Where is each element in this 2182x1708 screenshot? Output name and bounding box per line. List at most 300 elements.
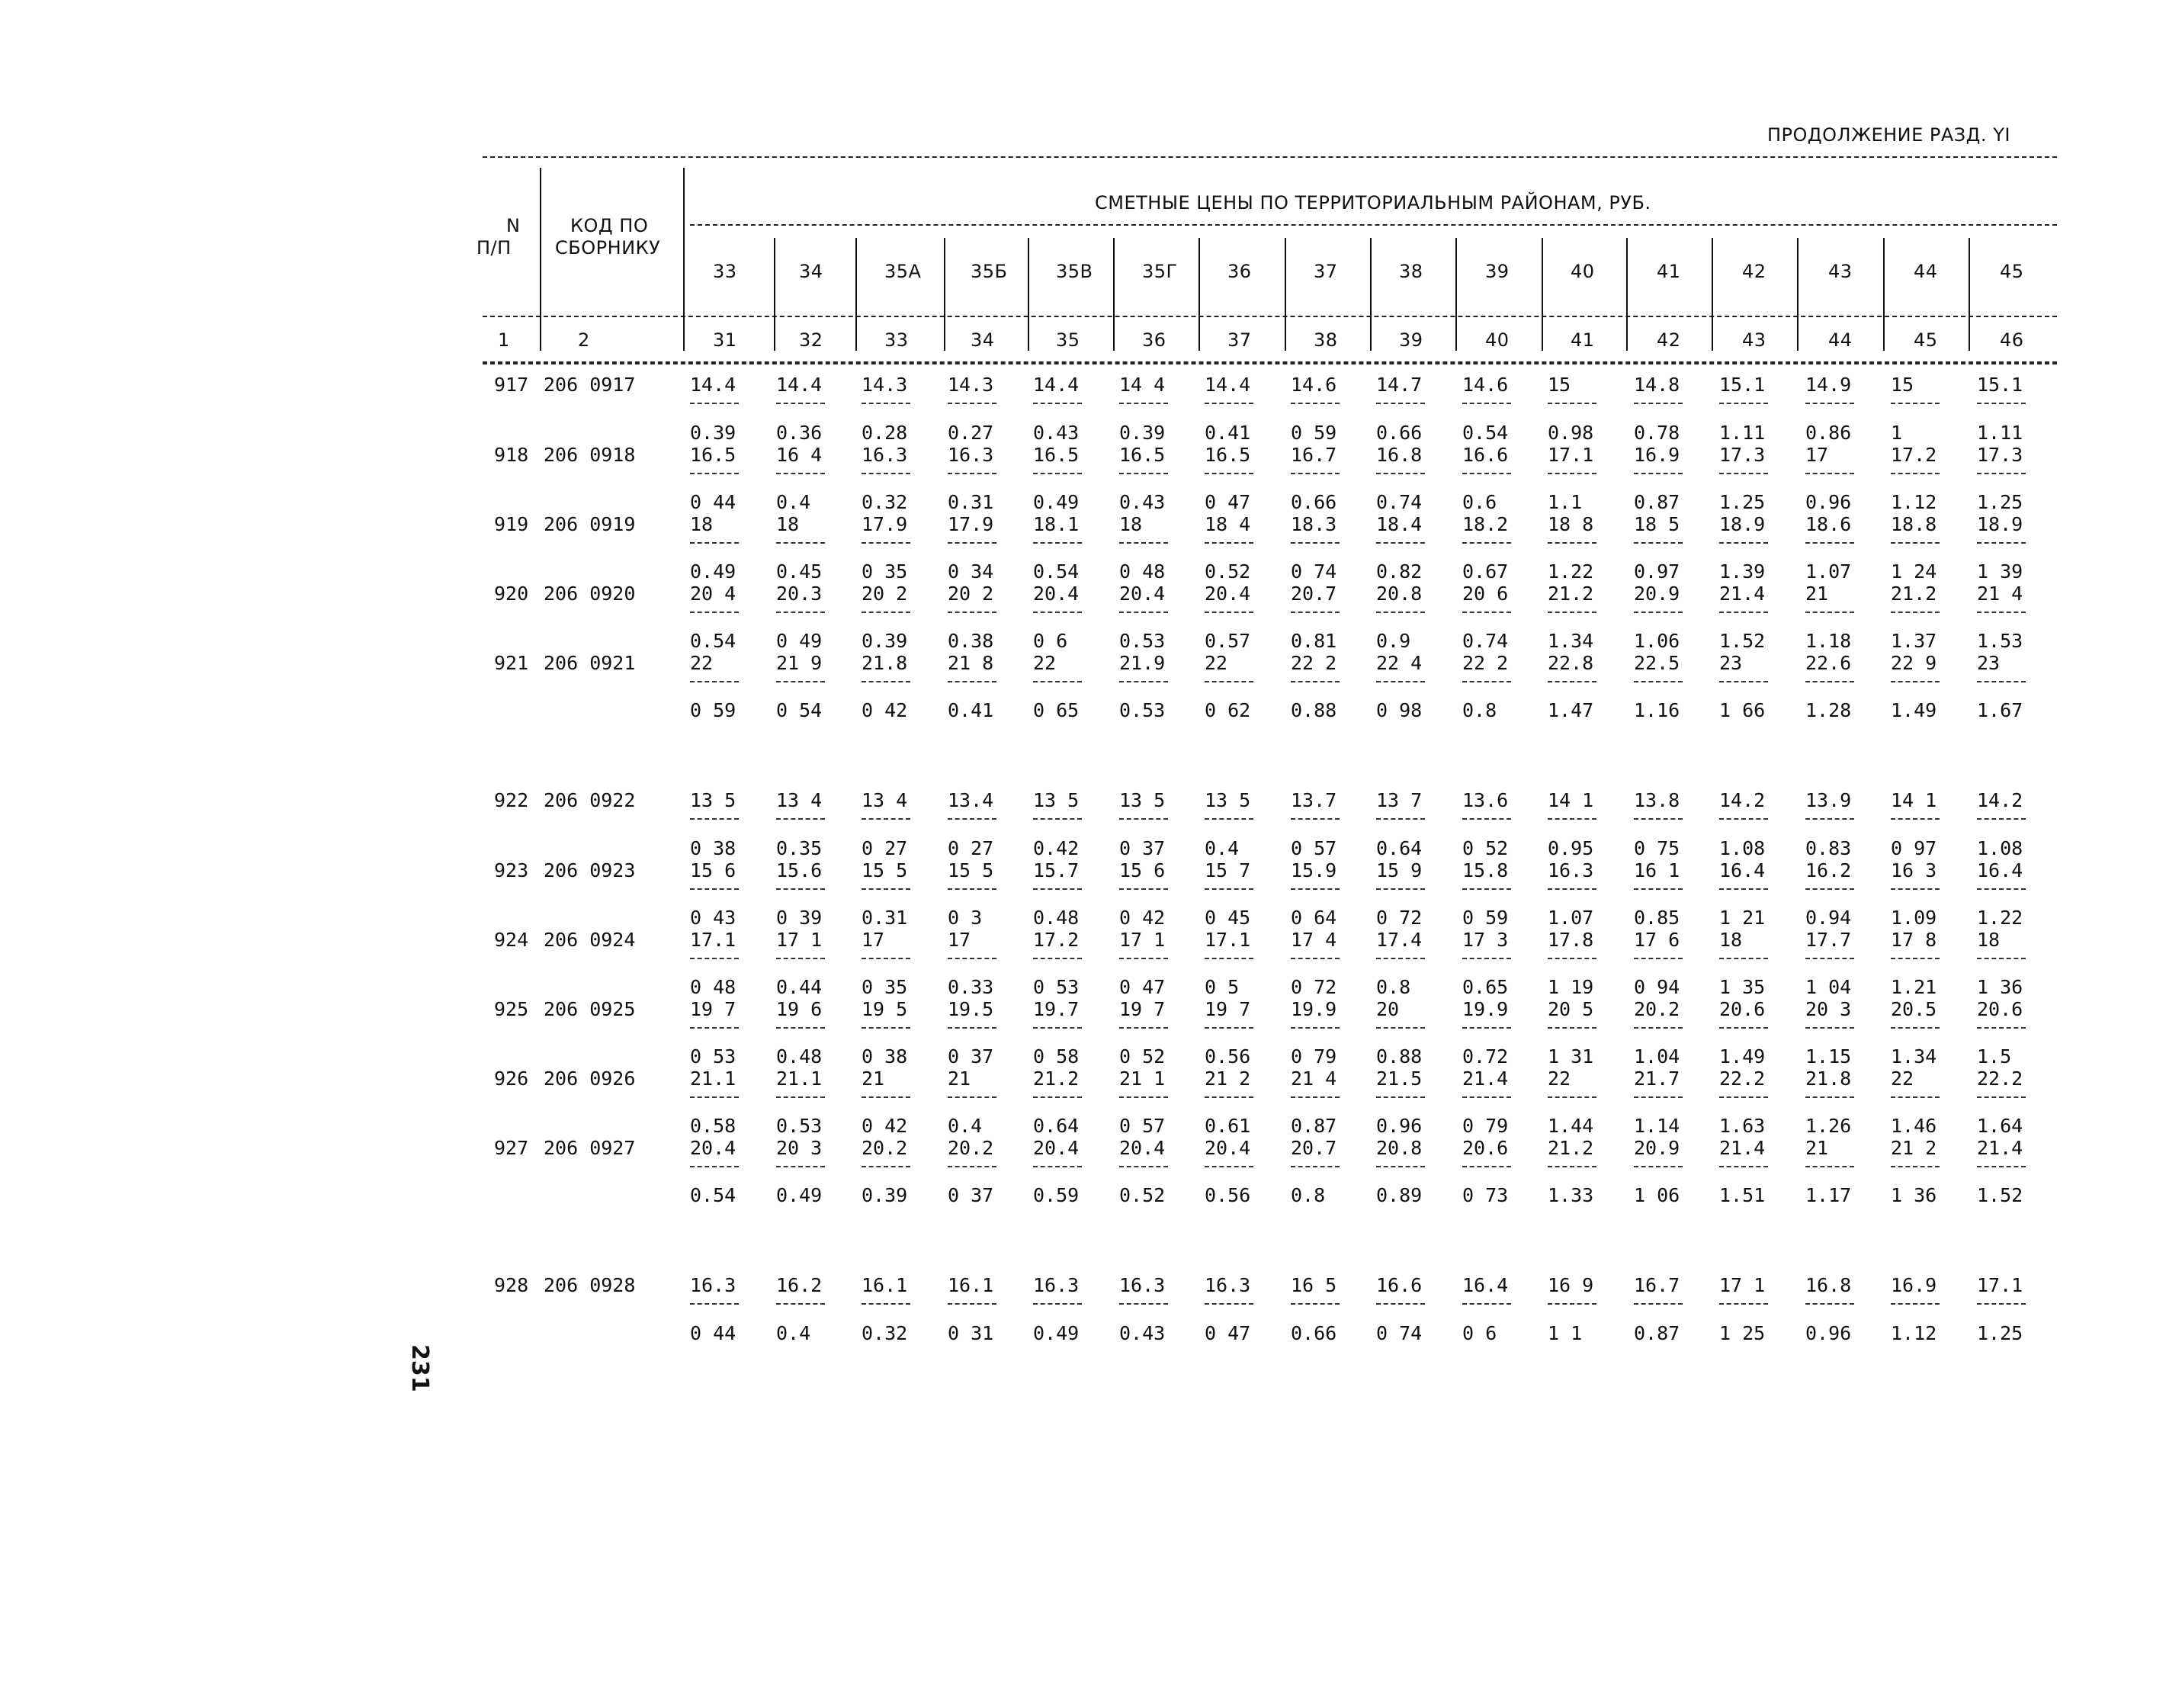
fraction-bar	[1891, 1166, 1940, 1167]
fraction-bar	[948, 818, 996, 820]
price-cell: 0.4	[1205, 837, 1240, 859]
price-cell: 0.41	[948, 699, 994, 721]
fraction-bar	[1291, 818, 1340, 820]
fraction-bar	[948, 681, 996, 682]
fraction-bar	[1205, 473, 1253, 474]
price-cell: 1.11	[1977, 422, 2023, 444]
fraction-bar	[1548, 1027, 1596, 1029]
price-cell: 0 49	[776, 630, 823, 652]
price-cell: 16.8	[1805, 1274, 1852, 1296]
fraction-bar	[1205, 681, 1253, 682]
fraction-bar	[1033, 403, 1082, 404]
price-cell: 1 36	[1977, 976, 2023, 998]
price-cell: 1 19	[1548, 976, 1594, 998]
fraction-bar	[1719, 403, 1768, 404]
price-cell: 17 1	[1119, 929, 1166, 951]
price-cell: 16.9	[1891, 1274, 1937, 1296]
fraction-bar	[1548, 888, 1596, 890]
column-divider	[683, 168, 685, 351]
fraction-bar	[1376, 403, 1425, 404]
fraction-bar	[690, 1166, 739, 1167]
fraction-bar	[1462, 888, 1511, 890]
fraction-bar	[1205, 1027, 1253, 1029]
price-cell: 0 64	[1291, 907, 1337, 929]
fraction-bar	[1119, 818, 1168, 820]
price-cell: 0.42	[1033, 837, 1080, 859]
price-cell: 18.2	[1462, 513, 1509, 535]
fraction-bar	[1033, 542, 1082, 544]
fraction-bar	[1291, 681, 1340, 682]
price-cell: 17 3	[1462, 929, 1509, 951]
fraction-bar	[1891, 1096, 1940, 1098]
row-np: 928	[494, 1274, 529, 1296]
row-np: 923	[494, 859, 529, 881]
price-cell: 1.08	[1977, 837, 2023, 859]
price-cell: 16 3	[1891, 859, 1937, 881]
price-cell: 0.66	[1291, 491, 1337, 513]
price-cell: 18 8	[1548, 513, 1594, 535]
fraction-bar	[1719, 542, 1768, 544]
price-cell: 0 59	[1462, 907, 1509, 929]
fraction-bar	[690, 473, 739, 474]
district-header: 35В	[1056, 261, 1093, 282]
column-divider	[1370, 238, 1372, 351]
row-np: 917	[494, 374, 529, 396]
price-cell: 0 31	[948, 1322, 994, 1344]
price-cell: 15.9	[1291, 859, 1337, 881]
price-cell: 22	[1891, 1068, 1914, 1090]
price-cell: 15.1	[1977, 374, 2023, 396]
price-cell: 0 37	[948, 1045, 994, 1068]
price-cell: 0.61	[1205, 1115, 1251, 1137]
row-np: 922	[494, 789, 529, 811]
price-cell: 0 79	[1291, 1045, 1337, 1068]
price-cell: 0 27	[948, 837, 994, 859]
price-cell: 0.54	[1033, 560, 1080, 583]
fraction-bar	[1291, 1027, 1340, 1029]
column-number: 2	[578, 329, 590, 351]
price-cell: 0 3	[948, 907, 983, 929]
column-number: 42	[1657, 329, 1681, 351]
price-cell: 0.8	[1291, 1184, 1326, 1206]
price-cell: 21.9	[1119, 652, 1166, 674]
column-number: 46	[2000, 329, 2024, 351]
price-cell: 0.87	[1634, 1322, 1680, 1344]
price-cell: 1.28	[1805, 699, 1852, 721]
price-cell: 21 9	[776, 652, 823, 674]
price-cell: 0.44	[776, 976, 823, 998]
column-divider	[1113, 238, 1115, 351]
price-cell: 0 6	[1462, 1322, 1497, 1344]
fraction-bar	[1719, 1166, 1768, 1167]
fraction-bar	[776, 888, 825, 890]
price-cell: 0.66	[1291, 1322, 1337, 1344]
price-cell: 17	[1805, 444, 1829, 466]
price-cell: 0 37	[948, 1184, 994, 1206]
price-cell: 0.8	[1462, 699, 1497, 721]
price-cell: 21 2	[1891, 1137, 1937, 1159]
price-cell: 1.33	[1548, 1184, 1594, 1206]
price-cell: 0.43	[1119, 491, 1166, 513]
fraction-bar	[1891, 958, 1940, 959]
fraction-bar	[1891, 542, 1940, 544]
price-cell: 0.53	[1119, 699, 1166, 721]
column-divider	[1028, 238, 1029, 351]
price-cell: 20.5	[1891, 998, 1937, 1020]
fraction-bar	[690, 681, 739, 682]
price-cell: 14.4	[690, 374, 736, 396]
price-cell: 0 45	[1205, 907, 1251, 929]
fraction-bar	[948, 403, 996, 404]
fraction-bar	[948, 1027, 996, 1029]
price-cell: 16.2	[776, 1274, 823, 1296]
row-code: 206 0927	[544, 1137, 636, 1159]
price-cell: 18.6	[1805, 513, 1852, 535]
price-cell: 15.7	[1033, 859, 1080, 881]
fraction-bar	[1291, 473, 1340, 474]
price-cell: 16.7	[1634, 1274, 1680, 1296]
fraction-bar	[1977, 681, 2026, 682]
price-cell: 17 4	[1291, 929, 1337, 951]
price-cell: 16.8	[1376, 444, 1423, 466]
fraction-bar	[1719, 1303, 1768, 1305]
price-cell: 18.4	[1376, 513, 1423, 535]
price-cell: 0 52	[1462, 837, 1509, 859]
price-cell: 0 47	[1205, 1322, 1251, 1344]
price-cell: 14 1	[1548, 789, 1594, 811]
price-cell: 21	[1805, 1137, 1829, 1159]
price-cell: 0.32	[862, 1322, 908, 1344]
price-cell: 0 47	[1119, 976, 1166, 998]
column-number: 35	[1056, 329, 1080, 351]
fraction-bar	[690, 542, 739, 544]
price-cell: 1.21	[1891, 976, 1937, 998]
price-cell: 0.57	[1205, 630, 1251, 652]
price-cell: 0.89	[1376, 1184, 1423, 1206]
price-cell: 16.6	[1376, 1274, 1423, 1296]
fraction-bar	[776, 403, 825, 404]
price-cell: 13 5	[1205, 789, 1251, 811]
row-np: 926	[494, 1068, 529, 1090]
column-number: 44	[1828, 329, 1853, 351]
fraction-bar	[690, 818, 739, 820]
column-number: 38	[1314, 329, 1338, 351]
price-cell: 1.44	[1548, 1115, 1594, 1137]
price-cell: 0 97	[1891, 837, 1937, 859]
column-number: 31	[713, 329, 737, 351]
price-cell: 18 4	[1205, 513, 1251, 535]
fraction-bar	[1291, 888, 1340, 890]
price-cell: 22 9	[1891, 652, 1937, 674]
row-code: 206 0919	[544, 513, 636, 535]
price-cell: 21.8	[862, 652, 908, 674]
fraction-bar	[1805, 888, 1854, 890]
price-cell: 17.3	[1977, 444, 2023, 466]
price-cell: 13 7	[1376, 789, 1423, 811]
fraction-bar	[1719, 818, 1768, 820]
price-cell: 20.4	[1119, 1137, 1166, 1159]
fraction-bar	[1119, 681, 1168, 682]
fraction-bar	[1119, 542, 1168, 544]
price-cell: 1 04	[1805, 976, 1852, 998]
price-cell: 1.51	[1719, 1184, 1766, 1206]
price-cell: 19 7	[1205, 998, 1251, 1020]
price-cell: 0.54	[690, 1184, 736, 1206]
price-cell: 0 98	[1376, 699, 1423, 721]
fraction-bar	[1376, 1303, 1425, 1305]
price-cell: 0.48	[1033, 907, 1080, 929]
price-cell: 1.26	[1805, 1115, 1852, 1137]
fraction-bar	[948, 1303, 996, 1305]
fraction-bar	[1119, 1303, 1168, 1305]
fraction-bar	[1977, 1027, 2026, 1029]
price-cell: 0.78	[1634, 422, 1680, 444]
fraction-bar	[1462, 403, 1511, 404]
price-cell: 18.1	[1033, 513, 1080, 535]
price-cell: 1.22	[1977, 907, 2023, 929]
fraction-bar	[1462, 681, 1511, 682]
fraction-bar	[1462, 818, 1511, 820]
district-header: 41	[1657, 261, 1681, 282]
price-cell: 0 57	[1119, 1115, 1166, 1137]
price-cell: 19.9	[1291, 998, 1337, 1020]
fraction-bar	[1119, 403, 1168, 404]
price-cell: 21	[948, 1068, 971, 1090]
price-cell: 21.2	[1548, 1137, 1594, 1159]
price-cell: 1.64	[1977, 1115, 2023, 1137]
fraction-bar	[776, 1096, 825, 1098]
fraction-bar	[1376, 681, 1425, 682]
fraction-bar	[1033, 888, 1082, 890]
price-cell: 22.5	[1634, 652, 1680, 674]
price-cell: 17.9	[948, 513, 994, 535]
row-np: 924	[494, 929, 529, 951]
price-cell: 21.2	[1033, 1068, 1080, 1090]
price-cell: 1.46	[1891, 1115, 1937, 1137]
fraction-bar	[776, 473, 825, 474]
column-number: 37	[1227, 329, 1252, 351]
price-cell: 0.98	[1548, 422, 1594, 444]
price-cell: 18.9	[1977, 513, 2023, 535]
fraction-bar	[1205, 542, 1253, 544]
fraction-bar	[1462, 473, 1511, 474]
price-cell: 20.6	[1462, 1137, 1509, 1159]
row-code: 206 0925	[544, 998, 636, 1020]
price-cell: 20.4	[1119, 583, 1166, 605]
fraction-bar	[1719, 888, 1768, 890]
price-cell: 22	[1033, 652, 1057, 674]
price-cell: 22 2	[1291, 652, 1337, 674]
group-title: СМЕТНЫЕ ЦЕНЫ ПО ТЕРРИТОРИАЛЬНЫМ РАЙОНАМ, РУБ.	[1095, 192, 1651, 214]
price-cell: 18.8	[1891, 513, 1937, 535]
fraction-bar	[1291, 542, 1340, 544]
fraction-bar	[1205, 888, 1253, 890]
fraction-bar	[1634, 1303, 1683, 1305]
price-cell: 21.4	[1462, 1068, 1509, 1090]
price-cell: 20 2	[862, 583, 908, 605]
price-cell: 22 4	[1376, 652, 1423, 674]
fraction-bar	[1376, 1166, 1425, 1167]
price-cell: 18.3	[1291, 513, 1337, 535]
fraction-bar	[690, 958, 739, 959]
district-header: 36	[1227, 261, 1252, 282]
fraction-bar	[1119, 888, 1168, 890]
fraction-bar	[1291, 612, 1340, 613]
price-cell: 0.64	[1033, 1115, 1080, 1137]
column-divider	[1797, 238, 1799, 351]
fraction-bar	[1891, 681, 1940, 682]
fraction-bar	[862, 1096, 910, 1098]
price-cell: 13.7	[1291, 789, 1337, 811]
price-cell: 1.09	[1891, 907, 1937, 929]
fraction-bar	[862, 403, 910, 404]
price-cell: 0 72	[1376, 907, 1423, 929]
price-cell: 21.5	[1376, 1068, 1423, 1090]
price-cell: 17.7	[1805, 929, 1852, 951]
price-cell: 1	[1891, 422, 1903, 444]
district-header: 43	[1828, 261, 1853, 282]
fraction-bar	[1291, 1096, 1340, 1098]
price-cell: 16.1	[862, 1274, 908, 1296]
price-cell: 1.22	[1548, 560, 1594, 583]
fraction-bar	[1634, 542, 1683, 544]
body-top-rule	[483, 363, 2057, 364]
price-cell: 21.4	[1977, 1137, 2023, 1159]
price-cell: 17.8	[1548, 929, 1594, 951]
price-cell: 0.83	[1805, 837, 1852, 859]
fraction-bar	[1462, 1303, 1511, 1305]
price-cell: 0 27	[862, 837, 908, 859]
fraction-bar	[1462, 612, 1511, 613]
price-cell: 15	[1891, 374, 1914, 396]
price-cell: 0 5	[1205, 976, 1240, 998]
price-cell: 14.7	[1376, 374, 1423, 396]
fraction-bar	[1548, 612, 1596, 613]
column-number: 41	[1571, 329, 1595, 351]
price-cell: 0.31	[862, 907, 908, 929]
price-cell: 21 8	[948, 652, 994, 674]
price-cell: 0 72	[1291, 976, 1337, 998]
price-cell: 17.4	[1376, 929, 1423, 951]
price-cell: 18	[1119, 513, 1143, 535]
price-cell: 13.4	[948, 789, 994, 811]
price-cell: 16.3	[1548, 859, 1594, 881]
column-number: 33	[884, 329, 909, 351]
price-cell: 15 7	[1205, 859, 1251, 881]
column-divider	[1883, 238, 1885, 351]
price-cell: 13.8	[1634, 789, 1680, 811]
row-code: 206 0928	[544, 1274, 636, 1296]
price-cell: 16.4	[1719, 859, 1766, 881]
price-cell: 1.1	[1548, 491, 1583, 513]
price-cell: 16.3	[1205, 1274, 1251, 1296]
price-cell: 0.31	[948, 491, 994, 513]
price-cell: 1.07	[1805, 560, 1852, 583]
fraction-bar	[1205, 403, 1253, 404]
price-cell: 18	[1719, 929, 1743, 951]
price-cell: 16.4	[1462, 1274, 1509, 1296]
price-cell: 1.25	[1977, 491, 2023, 513]
price-cell: 13.6	[1462, 789, 1509, 811]
district-header: 39	[1485, 261, 1510, 282]
page-number: 231	[406, 1344, 433, 1392]
fraction-bar	[1462, 1027, 1511, 1029]
fraction-bar	[1033, 958, 1082, 959]
row-code: 206 0918	[544, 444, 636, 466]
fraction-bar	[1376, 958, 1425, 959]
fraction-bar	[1376, 888, 1425, 890]
column-number: 39	[1399, 329, 1423, 351]
fraction-bar	[1119, 958, 1168, 959]
price-cell: 15.6	[776, 859, 823, 881]
fraction-bar	[1548, 1166, 1596, 1167]
price-cell: 0.82	[1376, 560, 1423, 583]
fraction-bar	[776, 1027, 825, 1029]
price-cell: 0 59	[1291, 422, 1337, 444]
district-header: 35Б	[971, 261, 1008, 282]
price-cell: 0.38	[948, 630, 994, 652]
price-cell: 1.63	[1719, 1115, 1766, 1137]
price-cell: 0.54	[690, 630, 736, 652]
price-cell: 1.47	[1548, 699, 1594, 721]
price-cell: 20 6	[1462, 583, 1509, 605]
fraction-bar	[1033, 1027, 1082, 1029]
price-cell: 1.34	[1548, 630, 1594, 652]
price-cell: 16.9	[1634, 444, 1680, 466]
price-cell: 1.49	[1891, 699, 1937, 721]
fraction-bar	[862, 958, 910, 959]
row-np: 925	[494, 998, 529, 1020]
column-divider	[774, 238, 775, 351]
price-cell: 0 74	[1291, 560, 1337, 583]
fraction-bar	[1891, 403, 1940, 404]
price-cell: 19 7	[690, 998, 736, 1020]
price-cell: 22.2	[1719, 1068, 1766, 1090]
price-cell: 15.8	[1462, 859, 1509, 881]
fraction-bar	[1205, 1096, 1253, 1098]
price-cell: 20 2	[948, 583, 994, 605]
price-cell: 1.34	[1891, 1045, 1937, 1068]
fraction-bar	[862, 888, 910, 890]
price-cell: 0.39	[862, 1184, 908, 1206]
price-cell: 0.56	[1205, 1045, 1251, 1068]
column-number: 45	[1914, 329, 1938, 351]
price-cell: 16 4	[776, 444, 823, 466]
price-cell: 20.7	[1291, 1137, 1337, 1159]
column-number: 43	[1742, 329, 1766, 351]
price-cell: 22	[690, 652, 714, 674]
fraction-bar	[862, 542, 910, 544]
row-code: 206 0924	[544, 929, 636, 951]
table-top-border	[483, 156, 2057, 158]
price-cell: 14 1	[1891, 789, 1937, 811]
price-cell: 21.4	[1719, 1137, 1766, 1159]
price-cell: 21.7	[1634, 1068, 1680, 1090]
price-cell: 21 2	[1205, 1068, 1251, 1090]
price-cell: 15 6	[1119, 859, 1166, 881]
price-cell: 0 47	[1205, 491, 1251, 513]
district-header: 33	[713, 261, 737, 282]
price-cell: 0 54	[776, 699, 823, 721]
fraction-bar	[1805, 612, 1854, 613]
price-cell: 21.4	[1719, 583, 1766, 605]
fraction-bar	[1891, 888, 1940, 890]
price-cell: 0.86	[1805, 422, 1852, 444]
fraction-bar	[1205, 1303, 1253, 1305]
price-cell: 18	[776, 513, 800, 535]
price-cell: 1.08	[1719, 837, 1766, 859]
price-cell: 0.85	[1634, 907, 1680, 929]
